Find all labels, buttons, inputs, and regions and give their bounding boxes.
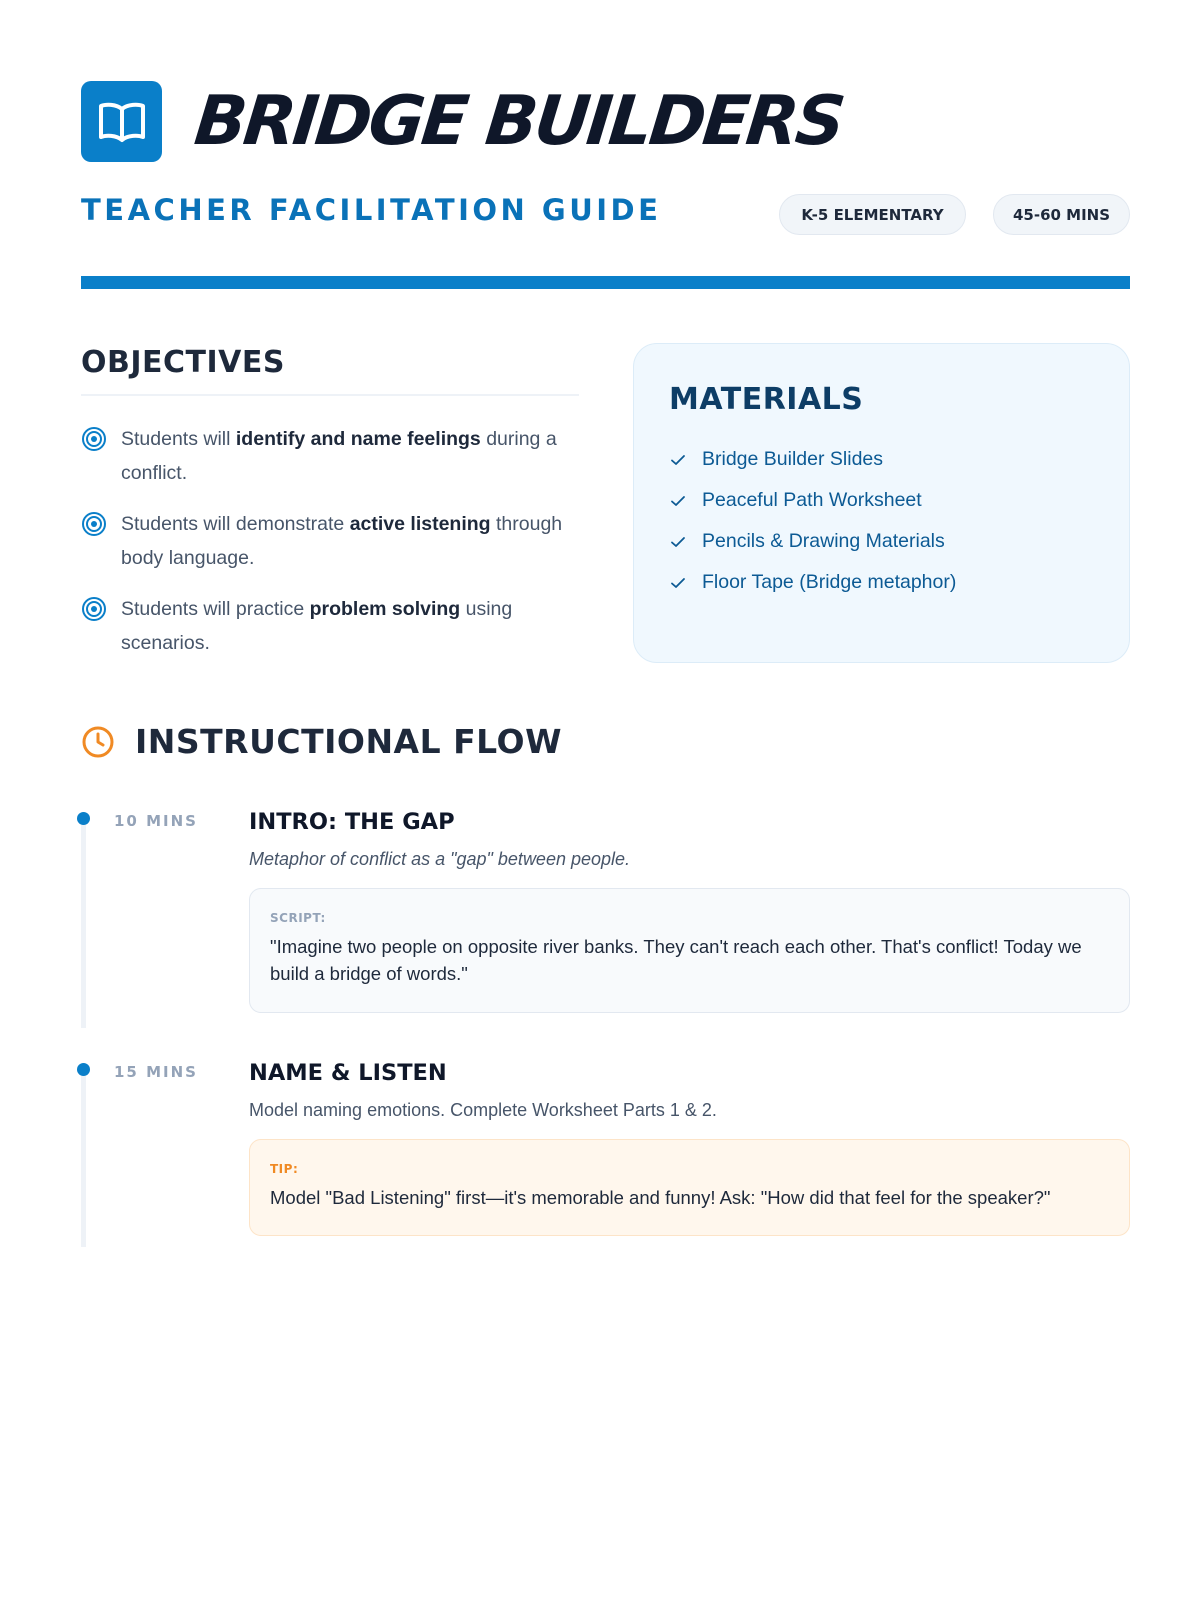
check-icon [669,574,687,592]
target-icon [81,426,107,452]
clock-icon [81,725,115,759]
objective-text: Students will demonstrate active listening through body language. [121,513,563,569]
header-divider [81,276,1130,289]
duration-badge: 45-60 MINS [993,194,1130,235]
step-duration: 15 MINS [114,1063,198,1081]
target-icon [81,511,107,537]
check-icon [669,533,687,551]
objective-item [81,592,579,660]
objectives-section [81,345,579,677]
step-description: Model naming emotions. Complete Worksheet Parts 1 & 2. [249,1100,717,1120]
step-body [249,809,1130,1013]
step-title: INTRO: THE GAP [249,809,455,835]
material-item [669,521,1094,562]
book-icon [81,81,162,162]
objective-text: Students will practice problem solving using scenarios. [121,598,513,654]
material-item [669,439,1094,480]
objective-text: Students will identify and name feelings during a conflict. [121,428,557,484]
page-title: BRIDGE BUILDERS [190,81,847,161]
objective-item [81,422,579,490]
note-label: TIP: [270,1162,299,1176]
timeline-dot [77,1063,90,1076]
objectives-heading: OBJECTIVES [81,345,579,396]
material-label: Pencils & Drawing Materials [702,530,945,552]
brand-header [81,81,847,162]
note-text: Model "Bad Listening" first—it's memorable and funny! Ask: "How did that feel for the speaker?" [270,1187,1051,1208]
note-text: "Imagine two people on opposite river banks. They can't reach each other. That's conflict! Today we build a bridge of words." [270,936,1082,984]
step-title: NAME & LISTEN [249,1060,447,1086]
flow-header [81,722,562,761]
tip-note [249,1139,1130,1236]
flow-heading: INSTRUCTIONAL FLOW [135,722,562,761]
material-label: Floor Tape (Bridge metaphor) [702,571,957,593]
check-icon [669,492,687,510]
check-icon [669,451,687,469]
timeline-track [81,818,86,1028]
objective-item [81,507,579,575]
step-description: Metaphor of conflict as a "gap" between people. [249,849,631,869]
material-label: Bridge Builder Slides [702,448,884,470]
timeline-dot [77,812,90,825]
timeline-track [81,1069,86,1247]
note-label: SCRIPT: [270,911,326,925]
step-duration: 10 MINS [114,812,198,830]
material-item [669,562,1094,603]
step-body [249,1060,1130,1236]
objectives-list [81,422,579,660]
grade-badge: K-5 ELEMENTARY [779,194,966,235]
materials-card [633,343,1130,663]
script-note [249,888,1130,1013]
target-icon [81,596,107,622]
material-item [669,480,1094,521]
page-subtitle: TEACHER FACILITATION GUIDE [81,193,662,227]
materials-heading: MATERIALS [669,382,864,417]
materials-list [669,439,1094,603]
material-label: Peaceful Path Worksheet [702,489,922,511]
